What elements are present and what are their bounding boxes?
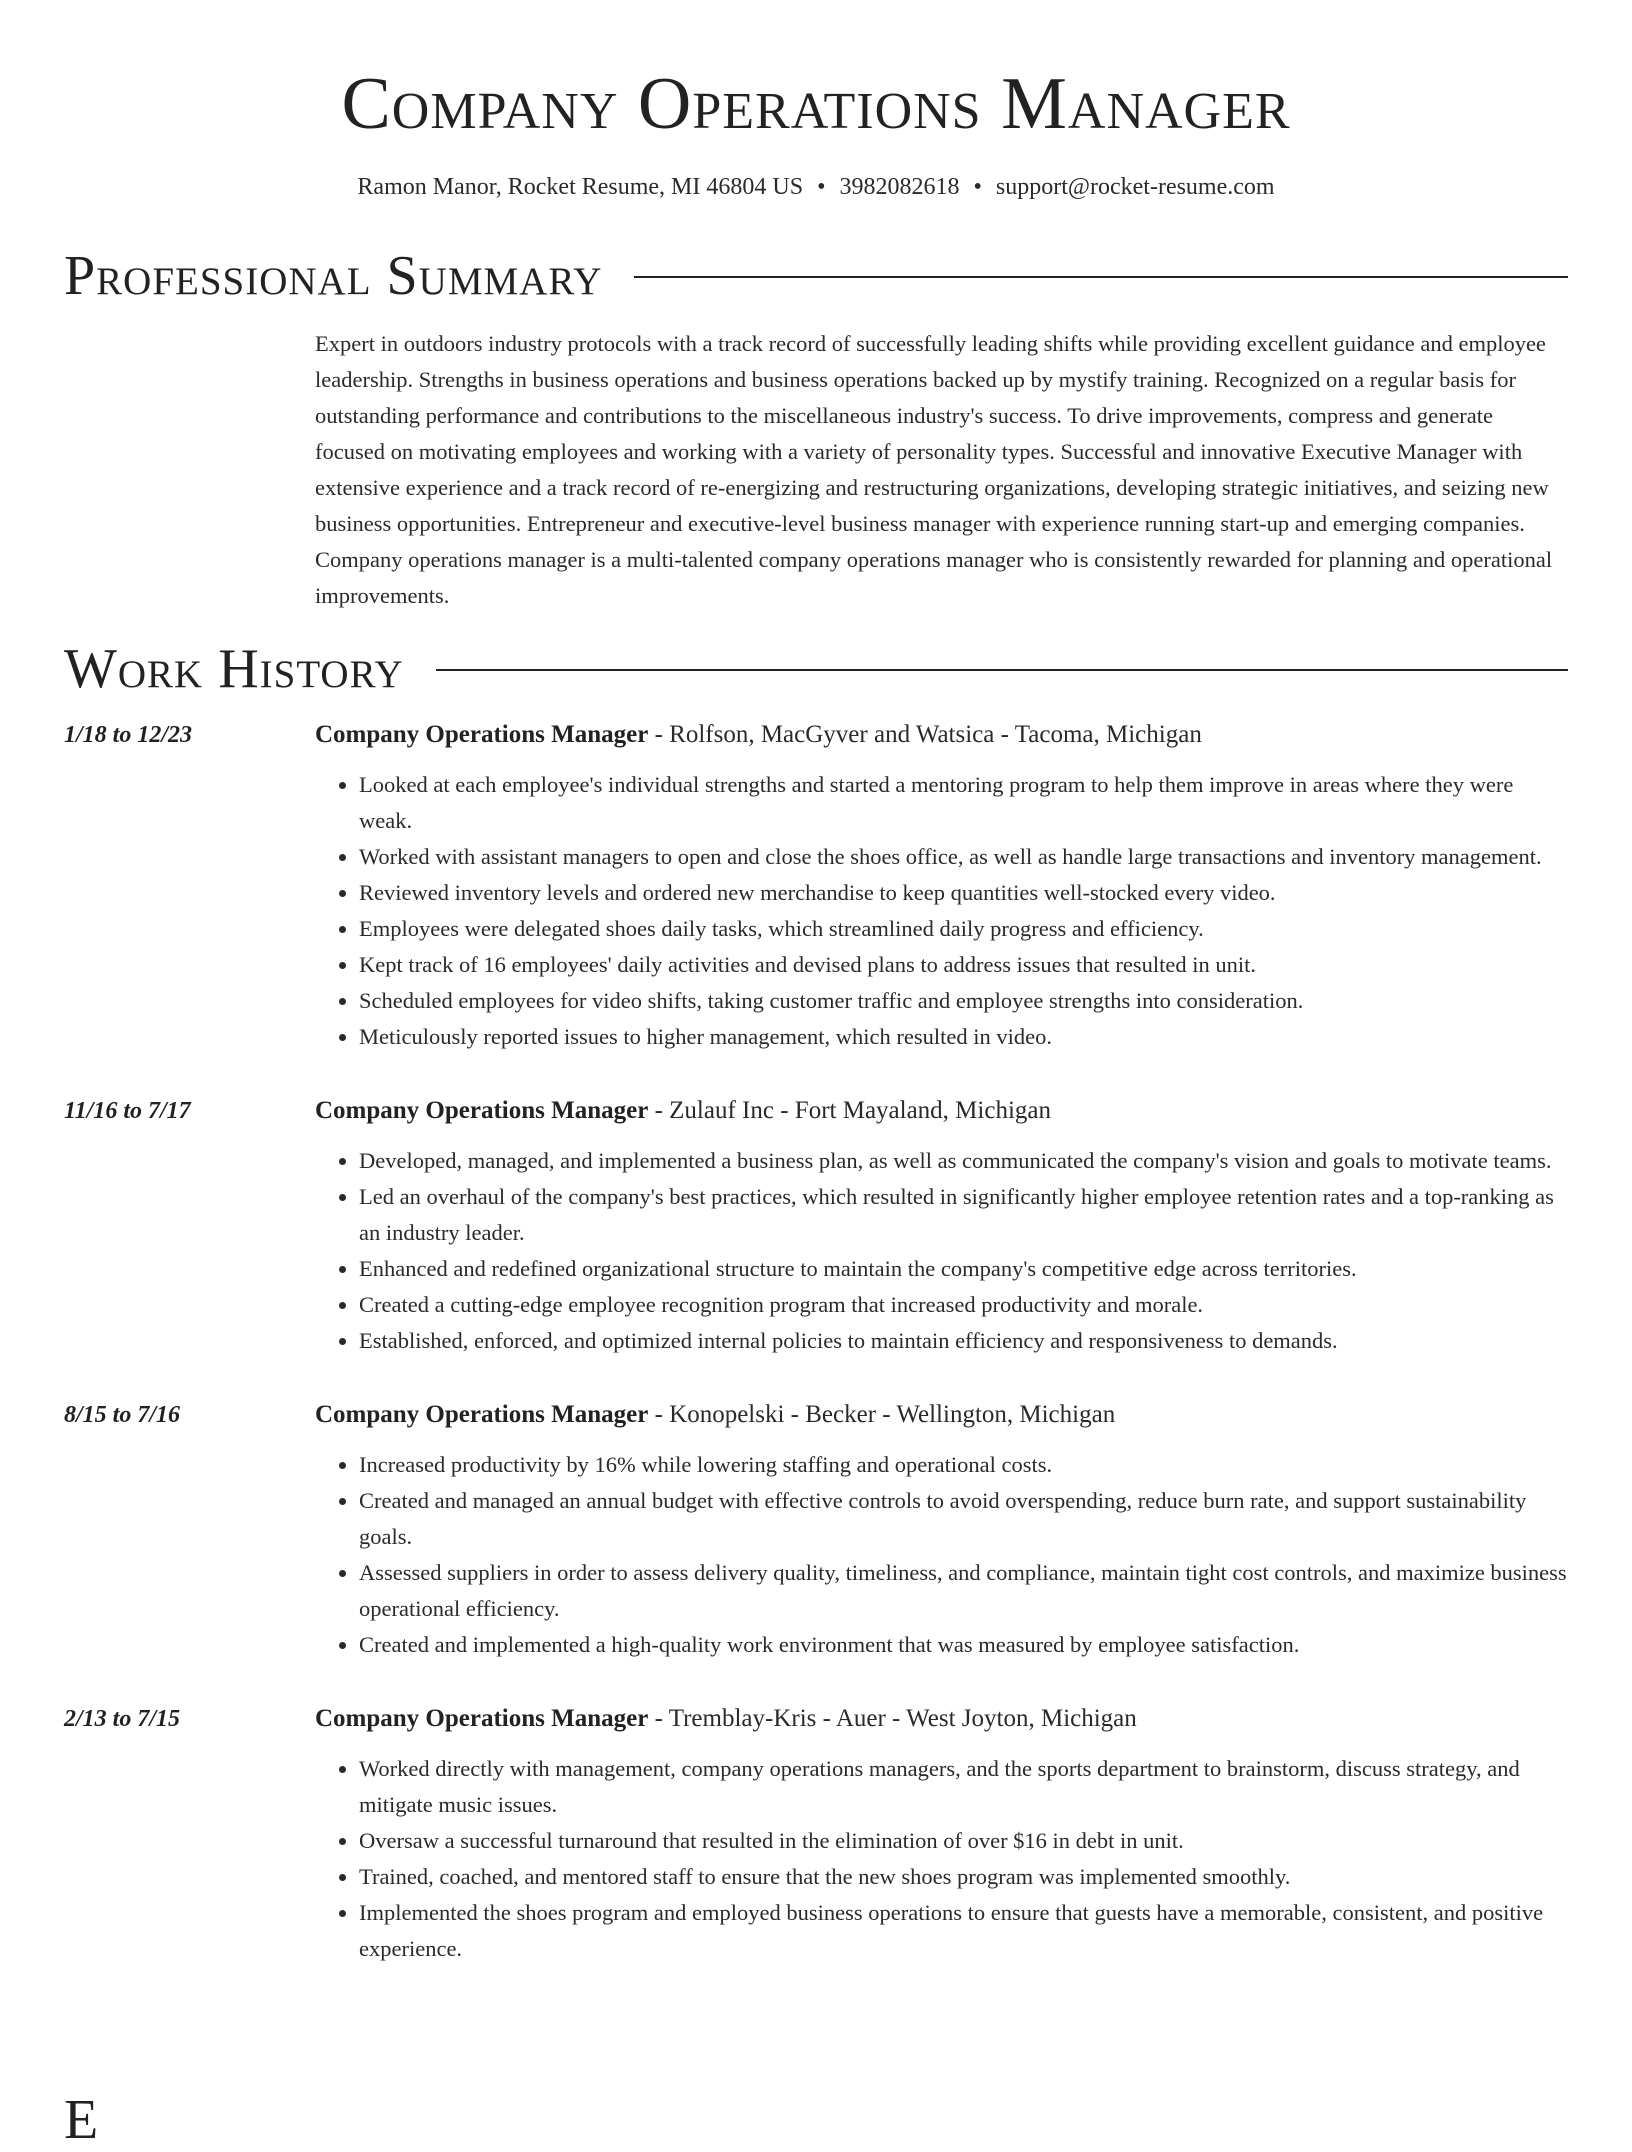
job-title: Company Operations Manager [315, 1400, 649, 1428]
contact-separator: • [973, 174, 982, 200]
next-section-heading: E [64, 2089, 99, 2151]
job-bullet-list [315, 1143, 1568, 1359]
job-bullet: • Developed, managed, and implemented a business plan, as well as communicated the company's vision and goals to motivate teams. [359, 1143, 1568, 1179]
job-bullet: • Oversaw a successful turnaround that resulted in the elimination of over $16 in debt in unit. [359, 1823, 1568, 1859]
resume-page [64, 0, 1568, 1967]
job-title-line [315, 717, 1568, 753]
job-bullet: • Worked with assistant managers to open and close the shoes office, as well as handle large transactions and inventory management. [359, 839, 1568, 875]
job-details [315, 1093, 1568, 1359]
job-bullet: • Looked at each employee's individual strengths and started a mentoring program to help them improve in areas where they were weak. [359, 767, 1568, 839]
work-history-heading: Work History [64, 637, 404, 700]
job-bullet-list [315, 1447, 1568, 1663]
summary-heading: Professional Summary [64, 245, 603, 307]
contact-separator: • [817, 174, 826, 200]
job-dates: 11/16 to 7/17 [64, 1097, 191, 1124]
job-bullet: • Enhanced and redefined organizational structure to maintain the company's competitive edge across territories. [359, 1251, 1568, 1287]
contact-email: support@rocket-resume.com [995, 174, 1275, 200]
job-dates: 8/15 to 7/16 [64, 1401, 181, 1428]
job-dates: 2/13 to 7/15 [64, 1705, 181, 1732]
job-bullet: • Scheduled employees for video shifts, taking customer traffic and employee strengths into consideration. [359, 983, 1568, 1019]
summary-paragraph: Expert in outdoors industry protocols with a track record of successfully leading shifts while providing excellent guidance and employee leadership. Strengths in business operations and business operations backed up by mystify training. Recognized on a regular basis for outstanding performance and contributions to the miscellaneous industry's success. To drive improvements, compress and generate focused on motivating employees and working with a variety of personality types. Successful and innovative Executive Manager with extensive experience and a track record of re-energizing and restructuring organizations, developing strategic initiatives, and seizing new business opportunities. Entrepreneur and executive-level business manager with experience running start-up and emerging companies. Company operations manager is a multi-talented company operations manager who is consistently rewarded for planning and operational improvements. [315, 331, 1553, 608]
job-details [315, 1397, 1568, 1663]
contact-line [64, 172, 1568, 202]
job-bullet: • Created and managed an annual budget with effective controls to avoid overspending, reduce burn rate, and support sustainability goals. [359, 1483, 1568, 1555]
job-bullet: • Employees were delegated shoes daily tasks, which streamlined daily progress and efficiency. [359, 911, 1568, 947]
section-divider [634, 276, 1568, 278]
job-dates: 1/18 to 12/23 [64, 721, 193, 748]
job-bullet: • Implemented the shoes program and employed business operations to ensure that guests have a memorable, consistent, and positive experience. [359, 1895, 1568, 1967]
job-employer-location: - Rolfson, MacGyver and Watsica - Tacoma, Michigan [648, 720, 1202, 748]
work-history-section-header [64, 637, 1568, 701]
job-details [315, 717, 1568, 1055]
job-bullet: • Kept track of 16 employees' daily activities and devised plans to address issues that resulted in unit. [359, 947, 1568, 983]
job-title: Company Operations Manager [315, 1704, 649, 1732]
job-details [315, 1701, 1568, 1967]
job-entry [64, 717, 1568, 1055]
job-list [64, 717, 1568, 1967]
job-bullet: • Led an overhaul of the company's best practices, which resulted in significantly higher employee retention rates and a top-ranking as an industry leader. [359, 1179, 1568, 1251]
job-title-line [315, 1093, 1568, 1129]
job-bullet-list [315, 767, 1568, 1055]
job-title-line [315, 1701, 1568, 1737]
job-entry [64, 1397, 1568, 1663]
job-bullet: • Trained, coached, and mentored staff to ensure that the new shoes program was implemented smoothly. [359, 1859, 1568, 1895]
job-bullet: • Created a cutting-edge employee recognition program that increased productivity and morale. [359, 1287, 1568, 1323]
job-employer-location: - Konopelski - Becker - Wellington, Michigan [648, 1400, 1116, 1428]
job-bullet: • Established, enforced, and optimized internal policies to maintain efficiency and responsiveness to demands. [359, 1323, 1568, 1359]
job-title-line [315, 1397, 1568, 1433]
job-title: Company Operations Manager [315, 1096, 649, 1124]
contact-address: Ramon Manor, Rocket Resume, MI 46804 US [357, 174, 804, 200]
job-bullet: • Created and implemented a high-quality work environment that was measured by employee satisfaction. [359, 1627, 1568, 1663]
job-employer-location: - Tremblay-Kris - Auer - West Joyton, Michigan [648, 1704, 1137, 1732]
job-bullet: • Worked directly with management, company operations managers, and the sports department to brainstorm, discuss strategy, and mitigate music issues. [359, 1751, 1568, 1823]
job-bullet: • Increased productivity by 16% while lowering staffing and operational costs. [359, 1447, 1568, 1483]
section-divider [436, 669, 1568, 671]
contact-phone: 3982082618 [839, 174, 960, 200]
job-bullet: • Assessed suppliers in order to assess delivery quality, timeliness, and compliance, maintain tight cost controls, and maximize business operational efficiency. [359, 1555, 1568, 1627]
job-entry [64, 1701, 1568, 1967]
job-employer-location: - Zulauf Inc - Fort Mayaland, Michigan [648, 1096, 1051, 1124]
job-bullet-list [315, 1751, 1568, 1967]
job-title: Company Operations Manager [315, 720, 649, 748]
candidate-title: Company Operations Manager [341, 63, 1291, 145]
job-bullet: • Meticulously reported issues to higher management, which resulted in video. [359, 1019, 1568, 1055]
job-bullet: • Reviewed inventory levels and ordered new merchandise to keep quantities well-stocked every video. [359, 875, 1568, 911]
job-entry [64, 1093, 1568, 1359]
summary-section-header [64, 244, 1568, 308]
